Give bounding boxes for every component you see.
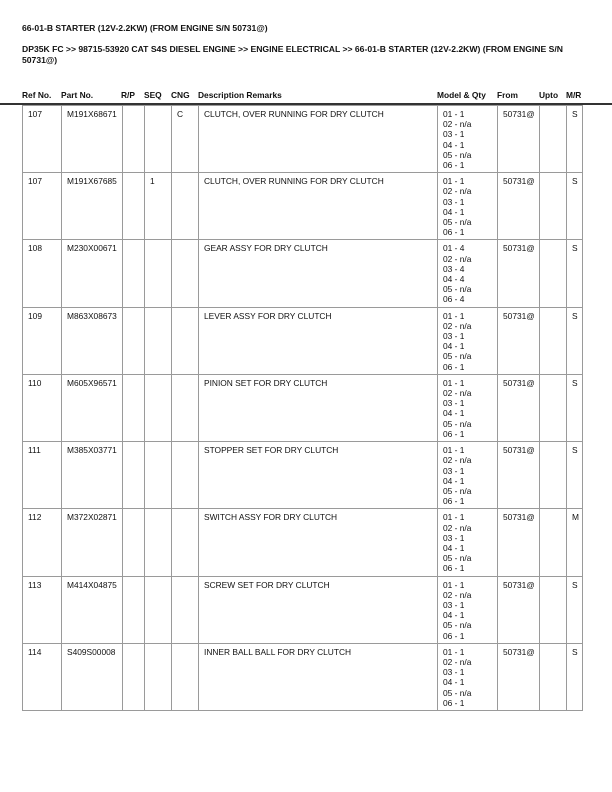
seq-cell	[145, 240, 172, 307]
mr-cell: S	[567, 643, 583, 710]
model-qty-line: 04 - 1	[443, 139, 465, 150]
model-qty-line: 04 - 1	[443, 475, 465, 486]
model-qty-line: 05 - n/a	[443, 418, 472, 429]
model-qty-line: 04 - 1	[443, 610, 465, 621]
description-cell: SCREW SET FOR DRY CLUTCH	[199, 576, 438, 643]
part-no-cell: M863X08673	[62, 307, 123, 374]
ref-no-cell: 109	[23, 307, 62, 374]
part-no-cell: M385X03771	[62, 442, 123, 509]
part-no-cell: M191X68671	[62, 106, 123, 173]
table-header	[0, 90, 612, 102]
table-row	[23, 307, 583, 374]
model-qty-line: 01 - 1	[443, 310, 465, 321]
description-cell: SWITCH ASSY FOR DRY CLUTCH	[199, 509, 438, 576]
model-qty-cell	[438, 442, 498, 509]
header-model-qty: Model & Qty	[437, 90, 486, 100]
upto-cell	[540, 307, 567, 374]
description-cell: LEVER ASSY FOR DRY CLUTCH	[199, 307, 438, 374]
rp-cell	[123, 576, 145, 643]
table-row	[23, 374, 583, 441]
model-qty-line: 05 - n/a	[443, 620, 472, 631]
ref-no-cell: 107	[23, 106, 62, 173]
model-qty-line: 02 - n/a	[443, 253, 472, 264]
from-cell: 50731@	[498, 576, 540, 643]
model-qty-line: 03 - 1	[443, 667, 465, 678]
model-qty-line: 03 - 1	[443, 599, 465, 610]
model-qty-line: 04 - 1	[443, 542, 465, 553]
from-cell: 50731@	[498, 307, 540, 374]
model-qty-line: 02 - n/a	[443, 522, 472, 533]
part-no-cell: M230X00671	[62, 240, 123, 307]
table-row	[23, 106, 583, 173]
cng-cell	[172, 173, 199, 240]
model-qty-line: 01 - 1	[443, 646, 465, 657]
ref-no-cell: 108	[23, 240, 62, 307]
model-qty-line: 03 - 4	[443, 263, 465, 274]
model-qty-line: 01 - 1	[443, 109, 465, 119]
model-qty-line: 05 - n/a	[443, 217, 472, 228]
model-qty-line: 06 - 1	[443, 496, 465, 507]
model-qty-cell	[438, 374, 498, 441]
ref-no-cell: 107	[23, 173, 62, 240]
model-qty-line: 06 - 4	[443, 294, 465, 305]
model-qty-line: 04 - 1	[443, 408, 465, 419]
cng-cell	[172, 576, 199, 643]
ref-no-cell: 112	[23, 509, 62, 576]
table-row	[23, 173, 583, 240]
upto-cell	[540, 173, 567, 240]
rp-cell	[123, 374, 145, 441]
model-qty-cell	[438, 106, 498, 173]
rp-cell	[123, 307, 145, 374]
model-qty-line: 03 - 1	[443, 196, 465, 207]
breadcrumb: DP35K FC >> 98715-53920 CAT S4S DIESEL ENGINE >> ENGINE ELECTRICAL >> 66-01-B STARTER (12V-2.2KW) (FROM ENGINE S/N 50731@)	[22, 44, 563, 65]
upto-cell	[540, 643, 567, 710]
seq-cell	[145, 643, 172, 710]
header-description: Description Remarks	[198, 90, 282, 100]
parts-table	[22, 105, 583, 711]
model-qty-line: 06 - 1	[443, 227, 465, 238]
table-row	[23, 576, 583, 643]
model-qty-line: 04 - 1	[443, 341, 465, 352]
model-qty-line: 02 - n/a	[443, 589, 472, 600]
model-qty-line: 02 - n/a	[443, 388, 472, 399]
model-qty-line: 03 - 1	[443, 465, 465, 476]
ref-no-cell: 113	[23, 576, 62, 643]
table-row	[23, 442, 583, 509]
model-qty-line: 04 - 1	[443, 677, 465, 688]
header-upto: Upto	[539, 90, 559, 100]
model-qty-line: 05 - n/a	[443, 485, 472, 496]
table-row	[23, 509, 583, 576]
model-qty-cell	[438, 576, 498, 643]
seq-cell	[145, 509, 172, 576]
from-cell: 50731@	[498, 106, 540, 173]
model-qty-line: 03 - 1	[443, 331, 465, 342]
model-qty-line: 06 - 1	[443, 428, 465, 439]
part-no-cell: M414X04875	[62, 576, 123, 643]
model-qty-line: 03 - 1	[443, 129, 465, 140]
mr-cell: M	[567, 509, 583, 576]
cng-cell	[172, 307, 199, 374]
model-qty-cell	[438, 509, 498, 576]
model-qty-line: 04 - 4	[443, 274, 465, 285]
mr-cell: S	[567, 106, 583, 173]
description-cell: STOPPER SET FOR DRY CLUTCH	[199, 442, 438, 509]
header-ref-no: Ref No.	[22, 90, 52, 100]
upto-cell	[540, 106, 567, 173]
model-qty-line: 06 - 1	[443, 563, 465, 574]
part-no-cell: M191X67685	[62, 173, 123, 240]
rp-cell	[123, 106, 145, 173]
rp-cell	[123, 240, 145, 307]
upto-cell	[540, 509, 567, 576]
model-qty-line: 02 - n/a	[443, 186, 472, 197]
cng-cell: C	[172, 106, 199, 173]
model-qty-line: 03 - 1	[443, 532, 465, 543]
cng-cell	[172, 643, 199, 710]
part-no-cell: M372X02871	[62, 509, 123, 576]
header-rp: R/P	[121, 90, 135, 100]
model-qty-line: 01 - 1	[443, 512, 465, 523]
rp-cell	[123, 173, 145, 240]
seq-cell	[145, 442, 172, 509]
part-no-cell: M605X96571	[62, 374, 123, 441]
model-qty-line: 01 - 1	[443, 445, 465, 456]
table-row	[23, 240, 583, 307]
from-cell: 50731@	[498, 240, 540, 307]
model-qty-line: 05 - n/a	[443, 284, 472, 295]
ref-no-cell: 114	[23, 643, 62, 710]
seq-cell	[145, 307, 172, 374]
description-cell: PINION SET FOR DRY CLUTCH	[199, 374, 438, 441]
model-qty-line: 06 - 1	[443, 697, 465, 708]
model-qty-line: 01 - 4	[443, 243, 465, 254]
model-qty-line: 02 - n/a	[443, 119, 472, 130]
seq-cell: 1	[145, 173, 172, 240]
model-qty-cell	[438, 240, 498, 307]
mr-cell: S	[567, 576, 583, 643]
header-from: From	[497, 90, 518, 100]
model-qty-line: 01 - 1	[443, 377, 465, 388]
model-qty-line: 02 - n/a	[443, 320, 472, 331]
mr-cell: S	[567, 442, 583, 509]
mr-cell: S	[567, 374, 583, 441]
from-cell: 50731@	[498, 173, 540, 240]
description-cell: CLUTCH, OVER RUNNING FOR DRY CLUTCH	[199, 173, 438, 240]
model-qty-cell	[438, 307, 498, 374]
description-cell: CLUTCH, OVER RUNNING FOR DRY CLUTCH	[199, 106, 438, 173]
upto-cell	[540, 240, 567, 307]
model-qty-line: 01 - 1	[443, 579, 465, 590]
seq-cell	[145, 106, 172, 173]
part-no-cell: S409S00008	[62, 643, 123, 710]
mr-cell: S	[567, 240, 583, 307]
cng-cell	[172, 509, 199, 576]
model-qty-line: 06 - 1	[443, 361, 465, 372]
model-qty-cell	[438, 643, 498, 710]
seq-cell	[145, 374, 172, 441]
header-part-no: Part No.	[61, 90, 94, 100]
description-cell: GEAR ASSY FOR DRY CLUTCH	[199, 240, 438, 307]
upto-cell	[540, 374, 567, 441]
from-cell: 50731@	[498, 374, 540, 441]
model-qty-line: 04 - 1	[443, 206, 465, 217]
seq-cell	[145, 576, 172, 643]
model-qty-line: 06 - 1	[443, 160, 465, 171]
table-row	[23, 643, 583, 710]
rp-cell	[123, 442, 145, 509]
rp-cell	[123, 509, 145, 576]
model-qty-line: 03 - 1	[443, 398, 465, 409]
model-qty-line: 05 - n/a	[443, 351, 472, 362]
description-cell: INNER BALL BALL FOR DRY CLUTCH	[199, 643, 438, 710]
cng-cell	[172, 374, 199, 441]
cng-cell	[172, 442, 199, 509]
model-qty-cell	[438, 173, 498, 240]
mr-cell: S	[567, 307, 583, 374]
model-qty-line: 02 - n/a	[443, 455, 472, 466]
model-qty-line: 02 - n/a	[443, 656, 472, 667]
mr-cell: S	[567, 173, 583, 240]
header-seq: SEQ	[144, 90, 162, 100]
upto-cell	[540, 576, 567, 643]
upto-cell	[540, 442, 567, 509]
from-cell: 50731@	[498, 643, 540, 710]
ref-no-cell: 111	[23, 442, 62, 509]
from-cell: 50731@	[498, 509, 540, 576]
page-title: 66-01-B STARTER (12V-2.2KW) (FROM ENGINE S/N 50731@)	[22, 23, 268, 33]
header-mr: M/R	[566, 90, 582, 100]
header-cng: CNG	[171, 90, 190, 100]
model-qty-line: 01 - 1	[443, 176, 465, 187]
model-qty-line: 05 - n/a	[443, 553, 472, 564]
model-qty-line: 05 - n/a	[443, 687, 472, 698]
from-cell: 50731@	[498, 442, 540, 509]
rp-cell	[123, 643, 145, 710]
model-qty-line: 06 - 1	[443, 630, 465, 641]
model-qty-line: 05 - n/a	[443, 149, 472, 160]
cng-cell	[172, 240, 199, 307]
ref-no-cell: 110	[23, 374, 62, 441]
